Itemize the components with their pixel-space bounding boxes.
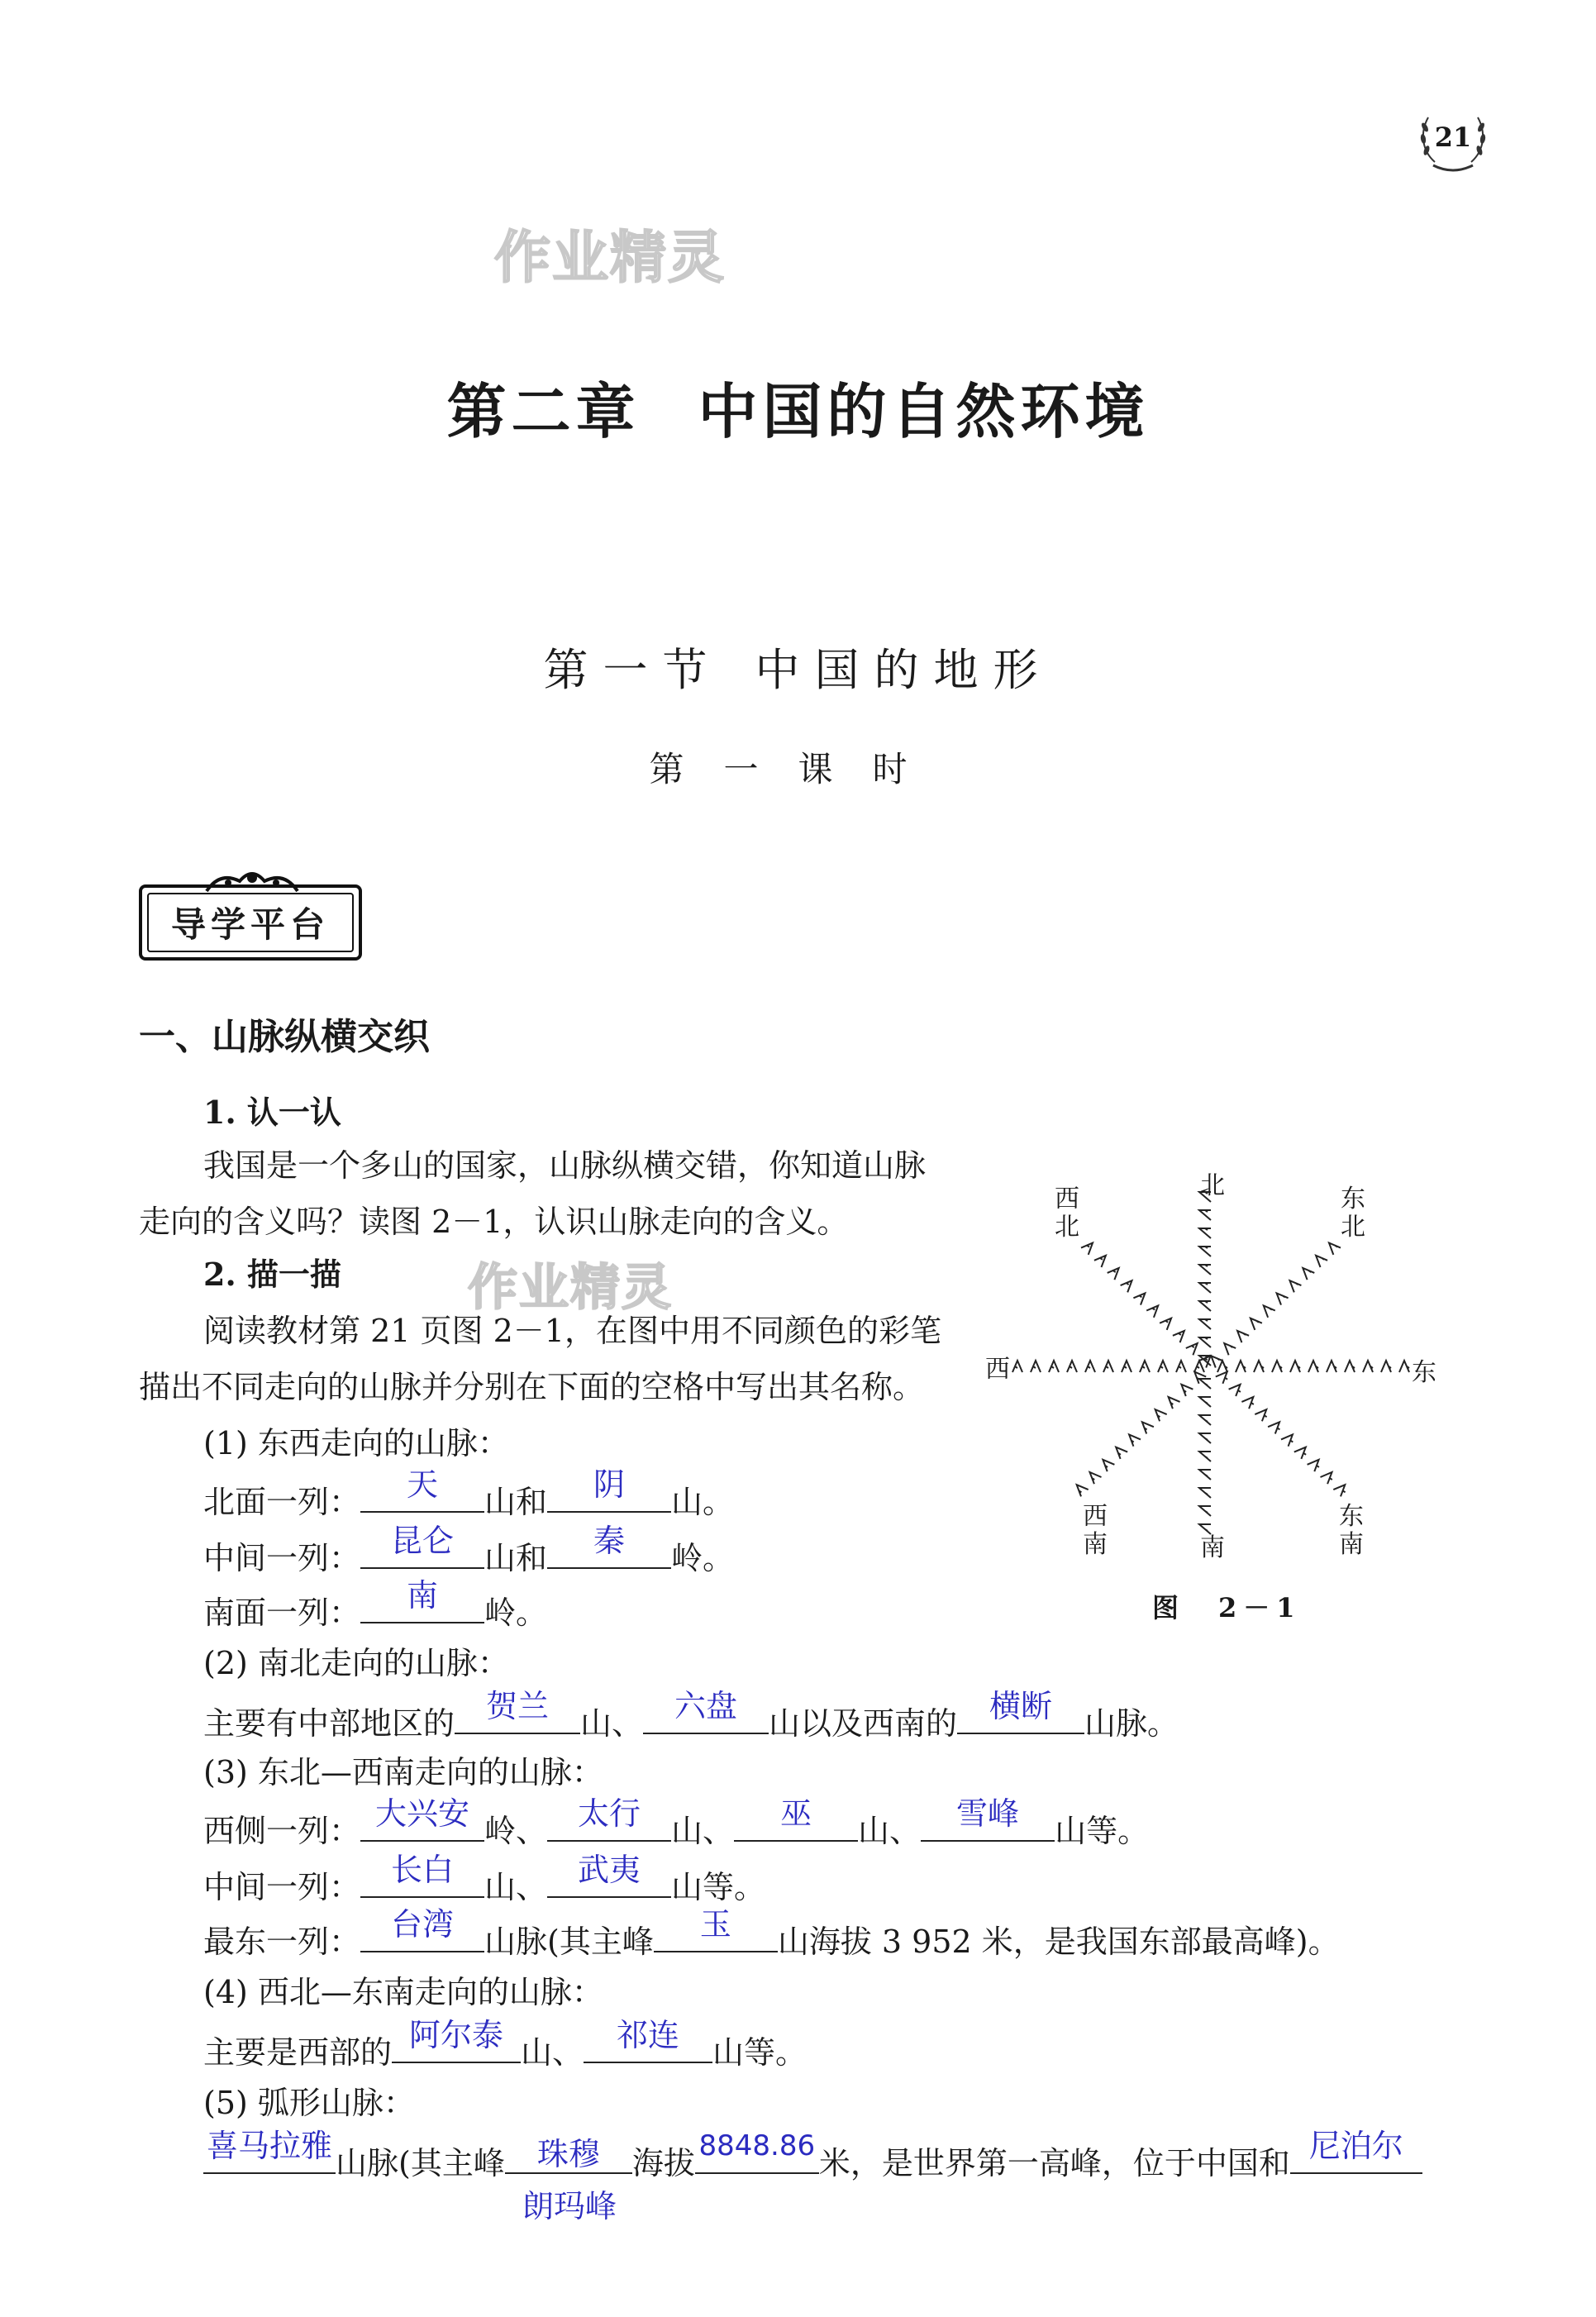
- mountain-peak-icon: [1049, 1361, 1059, 1372]
- mountain-peak-icon: [1103, 1460, 1114, 1471]
- ridge-southeast: [1216, 1372, 1346, 1497]
- answer: 8848.86: [698, 2129, 816, 2162]
- text: 山、: [858, 1813, 922, 1849]
- mountain-peak-icon: [1329, 1243, 1341, 1255]
- mountain-peak-icon: [1199, 1337, 1211, 1347]
- q2-blank3[interactable]: [957, 1688, 1084, 1734]
- mountain-peak-icon: [1122, 1361, 1131, 1372]
- mountain-peak-icon: [1281, 1435, 1293, 1447]
- mountain-peak-icon: [1236, 1361, 1246, 1372]
- mountain-peak-icon: [1316, 1256, 1327, 1267]
- text: 山和: [484, 1484, 548, 1520]
- page-number: [1415, 99, 1491, 175]
- guide-frame: [139, 884, 362, 961]
- q4-blank1[interactable]: [392, 2017, 521, 2063]
- mountain-peak-icon: [1321, 1472, 1332, 1484]
- mountain-peak-icon: [1094, 1256, 1106, 1267]
- q3-title: (3) 东北—西南走向的山脉：: [203, 1754, 603, 1790]
- mountain-peak-icon: [1294, 1447, 1306, 1459]
- text: 岭。: [484, 1595, 548, 1631]
- mountain-peak-icon: [1199, 1397, 1211, 1407]
- q2-title: (2) 南北走向的山脉：: [203, 1645, 509, 1681]
- mountain-peak-icon: [1363, 1361, 1373, 1372]
- mountain-peak-icon: [1169, 1397, 1180, 1409]
- chapter-title: [0, 364, 1596, 450]
- text: 山等。: [712, 2034, 808, 2071]
- text: 山以及西南的: [769, 1705, 958, 1742]
- mountain-diagram: [975, 1166, 1446, 1595]
- mountain-peak-icon: [1199, 1415, 1211, 1425]
- answer: 昆仑: [391, 1523, 455, 1559]
- mountain-peak-icon: [1121, 1280, 1132, 1292]
- q3-west-blank1[interactable]: [360, 1795, 484, 1842]
- q3-west-blank3[interactable]: [734, 1795, 858, 1842]
- q3-west-label: 西侧一列：: [203, 1813, 361, 1849]
- watermark: 作业精灵: [468, 1259, 673, 1317]
- mountain-peak-icon: [1194, 1361, 1204, 1372]
- mountain-peak-icon: [1333, 1485, 1345, 1496]
- ridge-east: [1217, 1361, 1409, 1372]
- q3-mid-line: [203, 1852, 766, 1907]
- text: 山、: [580, 1705, 644, 1742]
- q1-south-line: [203, 1577, 548, 1633]
- ridge-northwest: [1081, 1243, 1211, 1368]
- chapter-number: 第二章: [446, 377, 641, 446]
- mountain-peak-icon: [1067, 1361, 1077, 1372]
- mountain-peak-icon: [1146, 1306, 1158, 1318]
- dir-southwest: 西南: [1083, 1502, 1108, 1559]
- text: 山脉(其主峰: [336, 2145, 505, 2181]
- text: 山等。: [671, 1869, 766, 1905]
- mountain-peak-icon: [1176, 1361, 1186, 1372]
- q5-title: (5) 弧形山脉：: [203, 2085, 415, 2121]
- q5-blank2[interactable]: [505, 2136, 632, 2174]
- section-number: 第一节: [543, 644, 722, 696]
- q3-east-label: 最东一列：: [203, 1924, 361, 1960]
- answer: 玉: [699, 1906, 731, 1943]
- mountain-peak-icon: [1199, 1228, 1211, 1238]
- dir-south: 南: [1200, 1533, 1225, 1562]
- mountain-peak-icon: [1031, 1361, 1041, 1372]
- answer: 阿尔泰: [409, 2017, 504, 2053]
- q3-west-blank4[interactable]: [921, 1795, 1055, 1842]
- q3-west-line: [203, 1795, 1150, 1851]
- mountain-peak-icon: [1158, 1361, 1168, 1372]
- text: 岭、: [484, 1813, 548, 1849]
- answer: 珠穆: [536, 2136, 600, 2172]
- item2-title: 2. 描一描: [203, 1256, 341, 1293]
- q5-answer-continued: 朗玛峰: [522, 2188, 617, 2224]
- mountain-peak-icon: [1081, 1243, 1093, 1255]
- mountain-peak-icon: [1199, 1470, 1211, 1480]
- text: 山、: [521, 2034, 584, 2071]
- mountain-peak-icon: [1303, 1268, 1314, 1280]
- q2-blank1[interactable]: [455, 1688, 580, 1734]
- ridge-north: [1199, 1192, 1211, 1366]
- answer: 六盘: [674, 1688, 738, 1724]
- q3-east-blank2[interactable]: [654, 1906, 778, 1952]
- answer: 阴: [593, 1466, 626, 1503]
- q1-north-label: 北面一列：: [203, 1484, 361, 1520]
- answer: 祁连: [617, 2017, 680, 2053]
- item2-line1: 阅读教材第 21 页图 2－1，在图中用不同颜色的彩笔: [203, 1313, 941, 1349]
- q1-south-label: 南面一列：: [203, 1595, 361, 1631]
- mountain-peak-icon: [1140, 1361, 1150, 1372]
- mountain-peak-icon: [1399, 1361, 1409, 1372]
- mountain-peak-icon: [1199, 1488, 1211, 1498]
- answer: 大兴安: [375, 1795, 470, 1832]
- q1-mid-blank1[interactable]: [360, 1523, 484, 1569]
- answer: 太行: [578, 1795, 641, 1832]
- mountain-peak-icon: [1251, 1318, 1262, 1330]
- q4-title: (4) 西北—东南走向的山脉：: [203, 1974, 603, 2010]
- answer: 武夷: [578, 1852, 641, 1888]
- mountain-peak-icon: [1077, 1485, 1089, 1496]
- guide-label: 导学平台: [170, 904, 330, 945]
- mountain-peak-icon: [1216, 1372, 1227, 1384]
- text: 山脉(其主峰: [484, 1924, 654, 1960]
- text: 主要是西部的: [203, 2034, 393, 2071]
- answer: 贺兰: [486, 1688, 550, 1724]
- mountain-peak-icon: [1381, 1361, 1391, 1372]
- figure-mountain-directions: [975, 1166, 1446, 1595]
- mountain-peak-icon: [1255, 1409, 1266, 1421]
- mountain-peak-icon: [1308, 1361, 1318, 1372]
- q3-east-line: [203, 1906, 1340, 1962]
- mountain-peak-icon: [1224, 1343, 1236, 1355]
- text: 山、: [671, 1813, 735, 1849]
- watermark: 作业精灵: [494, 226, 727, 291]
- text: 山、: [484, 1869, 548, 1905]
- mountain-peak-icon: [1199, 1301, 1211, 1311]
- q2-blank2[interactable]: [643, 1688, 769, 1734]
- dir-east: 东: [1412, 1358, 1436, 1387]
- q3-mid-blank1[interactable]: [360, 1852, 484, 1898]
- mountain-peak-icon: [1199, 1319, 1211, 1329]
- mountain-peak-icon: [1173, 1331, 1184, 1342]
- mountain-peak-icon: [1199, 1433, 1211, 1443]
- mountain-peak-icon: [1199, 1283, 1211, 1293]
- mountain-peak-icon: [1264, 1306, 1275, 1318]
- answer: 秦: [593, 1523, 626, 1559]
- q4-line: [203, 2017, 808, 2072]
- mountain-peak-icon: [1290, 1280, 1302, 1292]
- ridge-northeast: [1211, 1243, 1341, 1368]
- heading-mountains: 一、山脉纵横交织: [139, 1016, 430, 1058]
- mountain-peak-icon: [1290, 1361, 1300, 1372]
- section-title: [0, 635, 1596, 698]
- q3-west-blank2[interactable]: [547, 1795, 671, 1842]
- mountain-peak-icon: [1085, 1361, 1095, 1372]
- answer: 天: [407, 1466, 439, 1503]
- mountain-peak-icon: [1160, 1318, 1171, 1330]
- ridge-west: [1012, 1361, 1204, 1372]
- q1-mid-line: [203, 1523, 735, 1578]
- q1-south-blank[interactable]: [360, 1577, 484, 1623]
- figure-caption: 图 2－1: [1152, 1592, 1302, 1623]
- answer: 雪峰: [956, 1795, 1020, 1832]
- mountain-peak-icon: [1241, 1397, 1253, 1409]
- item2-line2: 描出不同走向的山脉并分别在下面的空格中写出其名称。: [139, 1369, 925, 1405]
- q1-mid-blank2[interactable]: [547, 1523, 671, 1569]
- mountain-peak-icon: [1217, 1361, 1227, 1372]
- mountain-peak-icon: [1181, 1385, 1193, 1396]
- text: 山脉。: [1084, 1705, 1179, 1742]
- q3-mid-blank2[interactable]: [547, 1852, 671, 1898]
- item1-title: 1. 认一认: [203, 1094, 341, 1131]
- guide-box: [132, 866, 372, 965]
- mountain-peak-icon: [1129, 1435, 1141, 1447]
- chapter-name: 中国的自然环境: [698, 377, 1150, 446]
- answer: 长白: [391, 1852, 455, 1888]
- mountain-peak-icon: [1237, 1331, 1249, 1342]
- mountain-peak-icon: [1199, 1379, 1211, 1389]
- mountain-peak-icon: [1199, 1452, 1211, 1461]
- mountain-peak-icon: [1199, 1210, 1211, 1220]
- q1-north-line: [203, 1466, 735, 1522]
- mountain-peak-icon: [1194, 1372, 1206, 1384]
- text: 山海拔 3 952 米，是我国东部最高峰)。: [777, 1924, 1340, 1960]
- text: 山。: [671, 1484, 735, 1520]
- mountain-peak-icon: [1229, 1385, 1241, 1396]
- mountain-peak-icon: [1199, 1247, 1211, 1256]
- mountain-peak-icon: [1327, 1361, 1336, 1372]
- q1-title: (1) 东西走向的山脉：: [203, 1425, 509, 1461]
- dir-southeast: 东南: [1339, 1502, 1364, 1559]
- lesson-label: 第一课时: [649, 749, 947, 789]
- q3-mid-label: 中间一列：: [203, 1869, 361, 1905]
- mountain-peak-icon: [1116, 1447, 1127, 1459]
- ridge-southwest: [1077, 1372, 1207, 1497]
- mountain-peak-icon: [1012, 1361, 1022, 1372]
- mountain-peak-icon: [1345, 1361, 1355, 1372]
- mountain-peak-icon: [1254, 1361, 1264, 1372]
- answer: 横断: [989, 1688, 1053, 1724]
- text: 海拔: [631, 2145, 695, 2181]
- text: 米，是世界第一高峰，位于中国和: [818, 2145, 1290, 2181]
- q5-line: [203, 2128, 1422, 2183]
- section-name: 中国的地形: [755, 644, 1053, 696]
- ridge-south: [1199, 1379, 1211, 1534]
- q5-blank3[interactable]: [695, 2129, 819, 2174]
- text: 岭。: [671, 1540, 735, 1576]
- page-number-text: 21: [1434, 122, 1472, 153]
- mountain-peak-icon: [1090, 1472, 1102, 1484]
- q1-north-blank2[interactable]: [547, 1466, 671, 1513]
- mountain-peak-icon: [1272, 1361, 1282, 1372]
- mountain-peak-icon: [1199, 1265, 1211, 1275]
- dir-northeast: 东北: [1341, 1185, 1365, 1242]
- mountain-peak-icon: [1108, 1268, 1119, 1280]
- q5-blank1[interactable]: [203, 2128, 336, 2174]
- item1-line2: 走向的含义吗？读图 2－1，认识山脉走向的含义。: [139, 1204, 849, 1240]
- mountain-peak-icon: [1268, 1422, 1279, 1433]
- mountain-peak-icon: [1133, 1293, 1145, 1304]
- text: 山和: [484, 1540, 548, 1576]
- mountain-peak-icon: [1186, 1343, 1198, 1355]
- dir-northwest: 西北: [1055, 1185, 1079, 1242]
- text: 主要有中部地区的: [203, 1705, 455, 1742]
- answer: 尼泊尔: [1308, 2128, 1403, 2164]
- item1-line1: 我国是一个多山的国家，山脉纵横交错，你知道山脉: [203, 1147, 927, 1184]
- mountain-peak-icon: [1155, 1409, 1167, 1421]
- q1-north-blank1[interactable]: [360, 1466, 484, 1513]
- q1-mid-label: 中间一列：: [203, 1540, 361, 1576]
- mountain-peak-icon: [1199, 1506, 1211, 1516]
- answer: 巫: [780, 1795, 812, 1832]
- answer: 台湾: [391, 1906, 455, 1943]
- mountain-peak-icon: [1308, 1460, 1319, 1471]
- mountain-peak-icon: [1277, 1293, 1289, 1304]
- q4-blank2[interactable]: [584, 2017, 712, 2063]
- q3-east-blank1[interactable]: [360, 1906, 484, 1952]
- dir-west: 西: [985, 1355, 1010, 1384]
- mountain-peak-icon: [1142, 1422, 1154, 1433]
- q5-blank4[interactable]: [1290, 2128, 1422, 2174]
- text: 山等。: [1055, 1813, 1150, 1849]
- answer: 喜马拉雅: [206, 2128, 332, 2164]
- dir-north: 北: [1200, 1171, 1225, 1200]
- answer: 南: [407, 1577, 439, 1614]
- mountain-peak-icon: [1103, 1361, 1113, 1372]
- q2-line: [203, 1688, 1179, 1743]
